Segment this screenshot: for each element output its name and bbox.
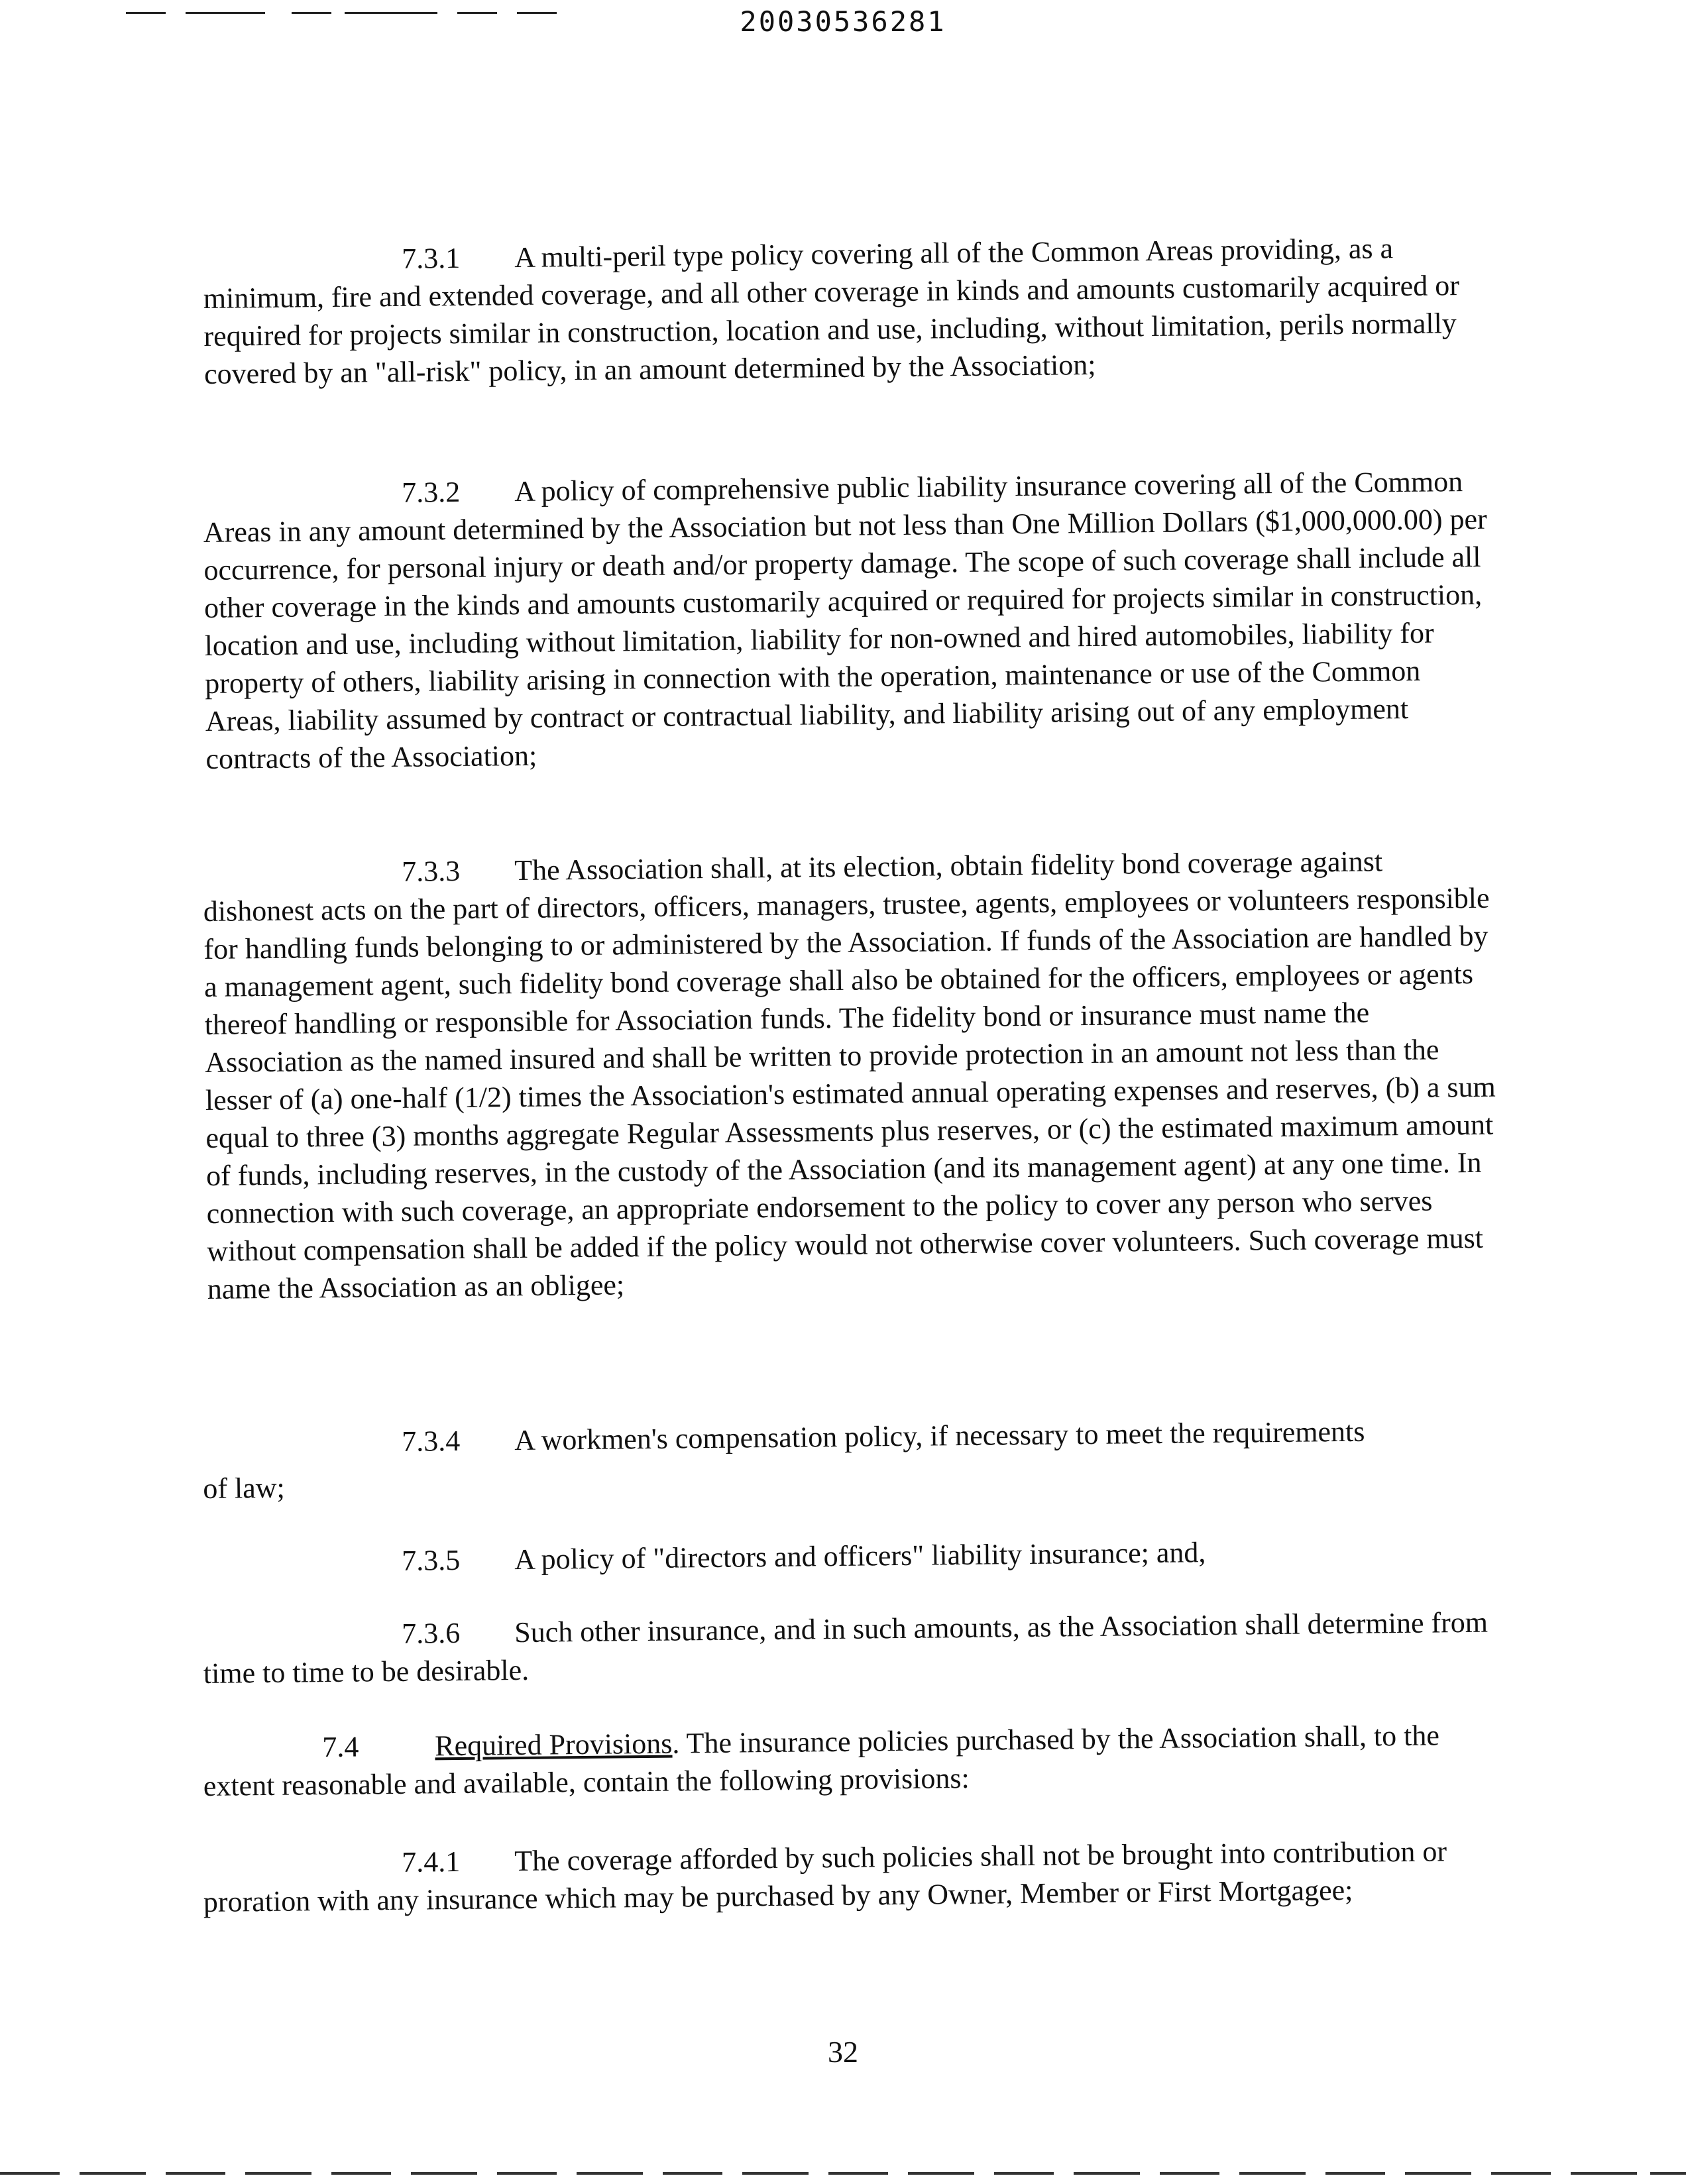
paragraph-7-4 (203, 1716, 1496, 1805)
section-number: 7.4 (322, 1730, 359, 1764)
section-number: 7.3.5 (402, 1543, 461, 1577)
section-heading: Required Provisions (435, 1727, 673, 1763)
document-number: 20030536281 (740, 5, 946, 38)
section-number: 7.3.2 (402, 475, 461, 509)
paragraph-text: A policy of comprehensive public liability insurance covering all of the Common Areas in any amount determined by the Association but not less than One Million Dollars ($1,000,000.00) per occurrence, for personal injury or death and/or property damage. The scope of such coverage shall include all other coverage in the kinds and amounts customarily acquired or required for projects similar in construction, location and use, including without limitation, liability for non-owned and hired automobiles, liability for property of others, liability arising in connection with the operation, maintenance or use of the Common Areas, liability assumed by contract or contractual liability, and liability arising out of any employment contracts of the Association; (203, 465, 1487, 775)
section-number: 7.3.4 (402, 1424, 461, 1458)
page-number: 32 (828, 2035, 858, 2069)
paragraph-text: Such other insurance, and in such amounts, as the Association shall determine from time to time to be desirable. (203, 1606, 1489, 1690)
paragraph-text: The Association shall, at its election, obtain fidelity bond coverage against dishonest acts on the part of directors, officers, managers, trustee, agents, employees or volunteers responsible for handling funds belonging to or administered by the Association. If funds of the Association are handled by a management agent, such fidelity bond coverage shall also be obtained for the officers, employees or agents thereof handling or responsible for Association funds. The fidelity bond or insurance must name the Association as the named insured and shall be written to provide protection in an amount not less than the lesser of (a) one-half (1/2) times the Association's estimated annual operating expenses and reserves, (b) a sum equal to three (3) months aggregate Regular Assessments plus reserves, or (c) the estimated maximum amount of funds, including reserves, in the custody of the Association (and its management agent) at any one time. In connection with such coverage, an appropriate endorsement to the policy to cover any person who serves without compensation shall be added if the policy would not otherwise cover volunteers. Such coverage must name the Association as an obligee; (203, 845, 1496, 1305)
section-number: 7.4.1 (402, 1845, 461, 1879)
paragraph-text: A policy of "directors and officers" liability insurance; and, (514, 1536, 1206, 1576)
paragraph-7-3-2 (203, 463, 1498, 778)
paragraph-text: of law; (203, 1471, 285, 1505)
scan-artifact-bottom (0, 2172, 1686, 2175)
section-number: 7.3.1 (402, 241, 461, 275)
paragraph-7-3-1 (203, 229, 1496, 393)
paragraph-7-3-5 (203, 1531, 1495, 1582)
paragraph-7-3-4 (203, 1411, 1495, 1462)
paragraph-text: The coverage afforded by such policies shall not be brought into contribution or proration with any insurance which may be purchased by any Owner, Member or First Mortgagee; (203, 1835, 1447, 1918)
paragraph-text: A multi-peril type policy covering all of the Common Areas providing, as a minimum, fire and extended coverage, and all other coverage in kinds and amounts customarily acquired or required for projects similar in construction, location and use, including, without limitation, perils normally covered by an "all-risk" policy, in an amount determined by the Association; (203, 232, 1460, 390)
paragraph-7-4-1 (203, 1832, 1496, 1921)
paragraph-text: A workmen's compensation policy, if necessary to meet the requirements (514, 1415, 1365, 1457)
paragraph-7-3-6 (203, 1604, 1496, 1692)
paragraph-text: . The insurance policies purchased by the Association shall, to the extent reasonable and available, contain the following provisions: (203, 1719, 1440, 1802)
paragraph-7-3-4-continuation (203, 1456, 1495, 1507)
section-number: 7.3.6 (402, 1616, 461, 1650)
section-number: 7.3.3 (402, 854, 461, 888)
paragraph-7-3-3 (203, 842, 1500, 1308)
